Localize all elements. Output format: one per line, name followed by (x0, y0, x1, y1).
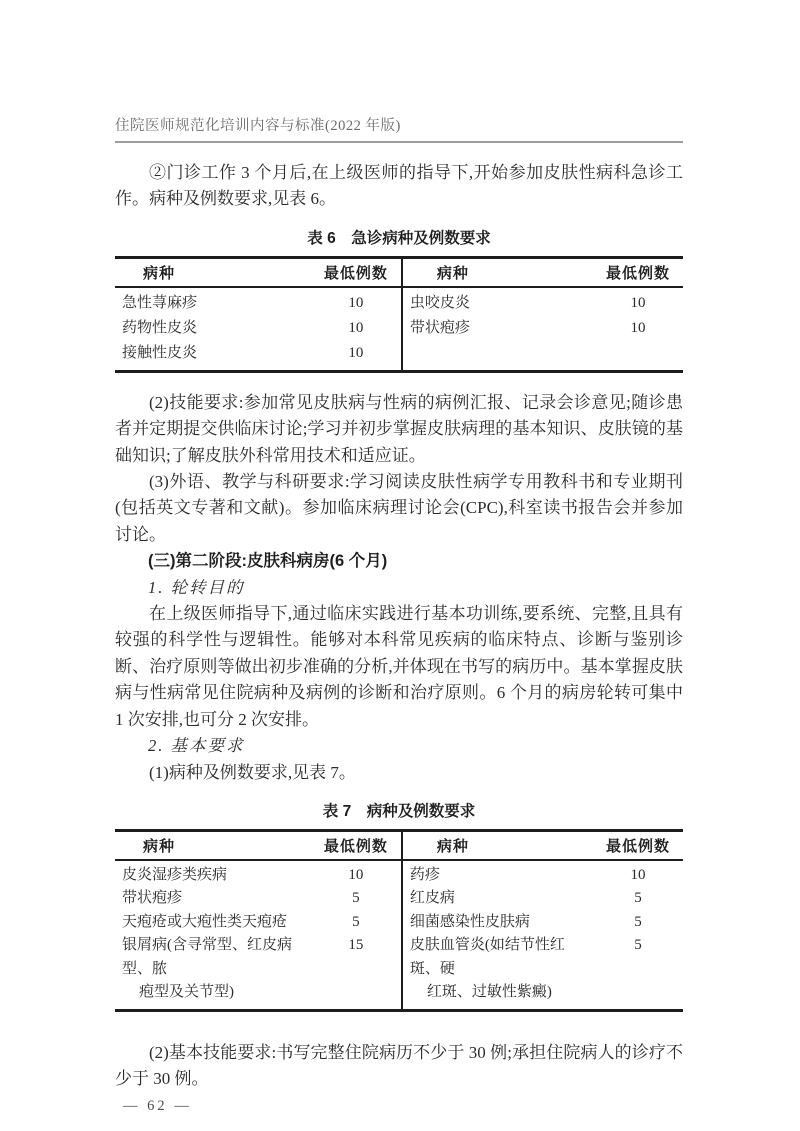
table-row (115, 887, 401, 911)
table7-right-half (401, 832, 683, 1009)
running-header: 住院医师规范化培训内容与标准(2022 年版) (115, 118, 401, 134)
disease-cell: 红皮病 (409, 890, 455, 907)
document-page (115, 0, 683, 1116)
disease-cell: 药物性皮炎 (122, 319, 198, 336)
stage2-heading: (三)第二阶段:皮肤科病房(6 个月) (148, 552, 388, 571)
disease-cell: 皮炎湿疹类疾病 (122, 866, 228, 883)
column-header-disease: 病种 (436, 264, 469, 282)
table7-right-header-row (403, 832, 683, 861)
table-row (403, 864, 683, 888)
min-cases-cell: 5 (352, 913, 360, 930)
disease-line1: 皮肤血管炎(如结节性红斑、硬 (409, 937, 565, 977)
disease-line2: 疱型及关节型) (139, 984, 234, 1001)
column-header-min-cases: 最低例数 (323, 837, 388, 855)
paragraph-see-table7: (1)病种及例数要求,见表 7。 (149, 762, 356, 782)
disease-cell: 细菌感染性皮肤病 (409, 913, 530, 930)
list-item-rotation-purpose: 1. 轮转目的 (148, 577, 245, 597)
table-row (403, 934, 683, 1005)
table7-caption: 表 7 病种及例数要求 (322, 802, 476, 820)
paragraph-skill-requirements: (2)技能要求:参加常见皮肤病与性病的病例汇报、记录会诊意见;随诊患者并定期提交供临床讨论;学习并初步掌握皮肤病理的基本知识、皮肤镜的基础知识;了解皮肤外科常用技术和适应证。 (115, 392, 683, 465)
table-row (115, 934, 401, 1005)
table6-right-half (401, 259, 683, 370)
min-cases-cell: 10 (630, 866, 646, 883)
table7-left-header-row (115, 832, 401, 861)
table6-caption: 表 6 急诊病种及例数要求 (307, 229, 491, 247)
disease-cell: 带状疱疹 (409, 319, 470, 336)
disease-cell (403, 934, 593, 1005)
min-cases-cell: 10 (348, 866, 364, 883)
disease-cell: 天疱疮或大疱性类天疱疮 (122, 913, 288, 930)
column-header-disease: 病种 (436, 837, 469, 855)
disease-cell: 带状疱疹 (122, 890, 183, 907)
list-item-basic-requirements: 2. 基本要求 (148, 736, 245, 756)
column-header-min-cases: 最低例数 (323, 264, 388, 282)
disease-cell: 急性荨麻疹 (122, 294, 198, 311)
min-cases-cell: 10 (630, 294, 646, 311)
min-cases-cell: 5 (634, 890, 642, 907)
table6-right-header-row (403, 259, 683, 288)
table-row (115, 864, 401, 888)
min-cases-cell: 5 (352, 890, 360, 907)
min-cases-cell: 10 (348, 294, 364, 311)
table-row (115, 911, 401, 935)
paragraph-rotation-purpose-body: 在上级医师指导下,通过临床实践进行基本功训练,要系统、完整,且具有较强的科学性与逻辑性。能够对本科常见疾病的临床特点、诊断与鉴别诊断、治疗原则等做出初步准确的分析,并体现在书写的病历中。基本掌握皮肤病与性病常见住院病种及病例的诊断和治疗原则。6 个月的病房轮转可集中 1 次安排,也可分 2 次安排。 (115, 604, 683, 729)
table6-left-half (115, 259, 401, 370)
min-cases-cell: 5 (634, 937, 642, 954)
paragraph-language-teaching-research: (3)外语、教学与科研要求:学习阅读皮肤性病学专用教科书和专业期刊(包括英文专著和文献)。参加临床病理讨论会(CPC),科室读书报告会并参加讨论。 (115, 472, 683, 544)
table-row (115, 341, 401, 366)
table7-left-body (115, 861, 401, 1009)
table6-right-body (403, 288, 683, 370)
min-cases-cell: 10 (348, 344, 364, 361)
disease-cell (115, 934, 311, 1005)
page-number: — 62 — (123, 1097, 192, 1114)
column-header-min-cases: 最低例数 (605, 837, 670, 855)
table-row (403, 911, 683, 935)
table-row (403, 291, 683, 316)
table-row (115, 316, 401, 341)
column-header-disease: 病种 (143, 837, 176, 855)
disease-cell: 药疹 (409, 866, 440, 883)
disease-cell: 接触性皮炎 (122, 344, 198, 361)
header-rule (115, 141, 683, 143)
paragraph-outpatient-emergency: ②门诊工作 3 个月后,在上级医师的指导下,开始参加皮肤性病科急诊工作。病种及例数要求,见表 6。 (115, 163, 683, 209)
table-row (403, 887, 683, 911)
table-row (403, 316, 683, 341)
disease-line2: 红斑、过敏性紫癜) (426, 984, 552, 1001)
min-cases-cell: 5 (634, 913, 642, 930)
table6-left-body (115, 288, 401, 370)
column-header-disease: 病种 (143, 264, 176, 282)
table7-ward-diseases (115, 829, 683, 1012)
table7-right-body (403, 861, 683, 1009)
paragraph-basic-skill-requirements: (2)基本技能要求:书写完整住院病历不少于 30 例;承担住院病人的诊疗不少于 30 例。 (115, 1042, 683, 1089)
disease-cell: 虫咬皮炎 (409, 294, 470, 311)
table7-left-half (115, 832, 401, 1009)
disease-line1: 银屑病(含寻常型、红皮病型、脓 (122, 937, 292, 977)
min-cases-cell: 10 (630, 319, 646, 336)
min-cases-cell: 15 (348, 937, 364, 954)
table6-emergency-diseases (115, 256, 683, 373)
table6-left-header-row (115, 259, 401, 288)
column-header-min-cases: 最低例数 (605, 264, 670, 282)
min-cases-cell: 10 (348, 319, 364, 336)
table-row (115, 291, 401, 316)
